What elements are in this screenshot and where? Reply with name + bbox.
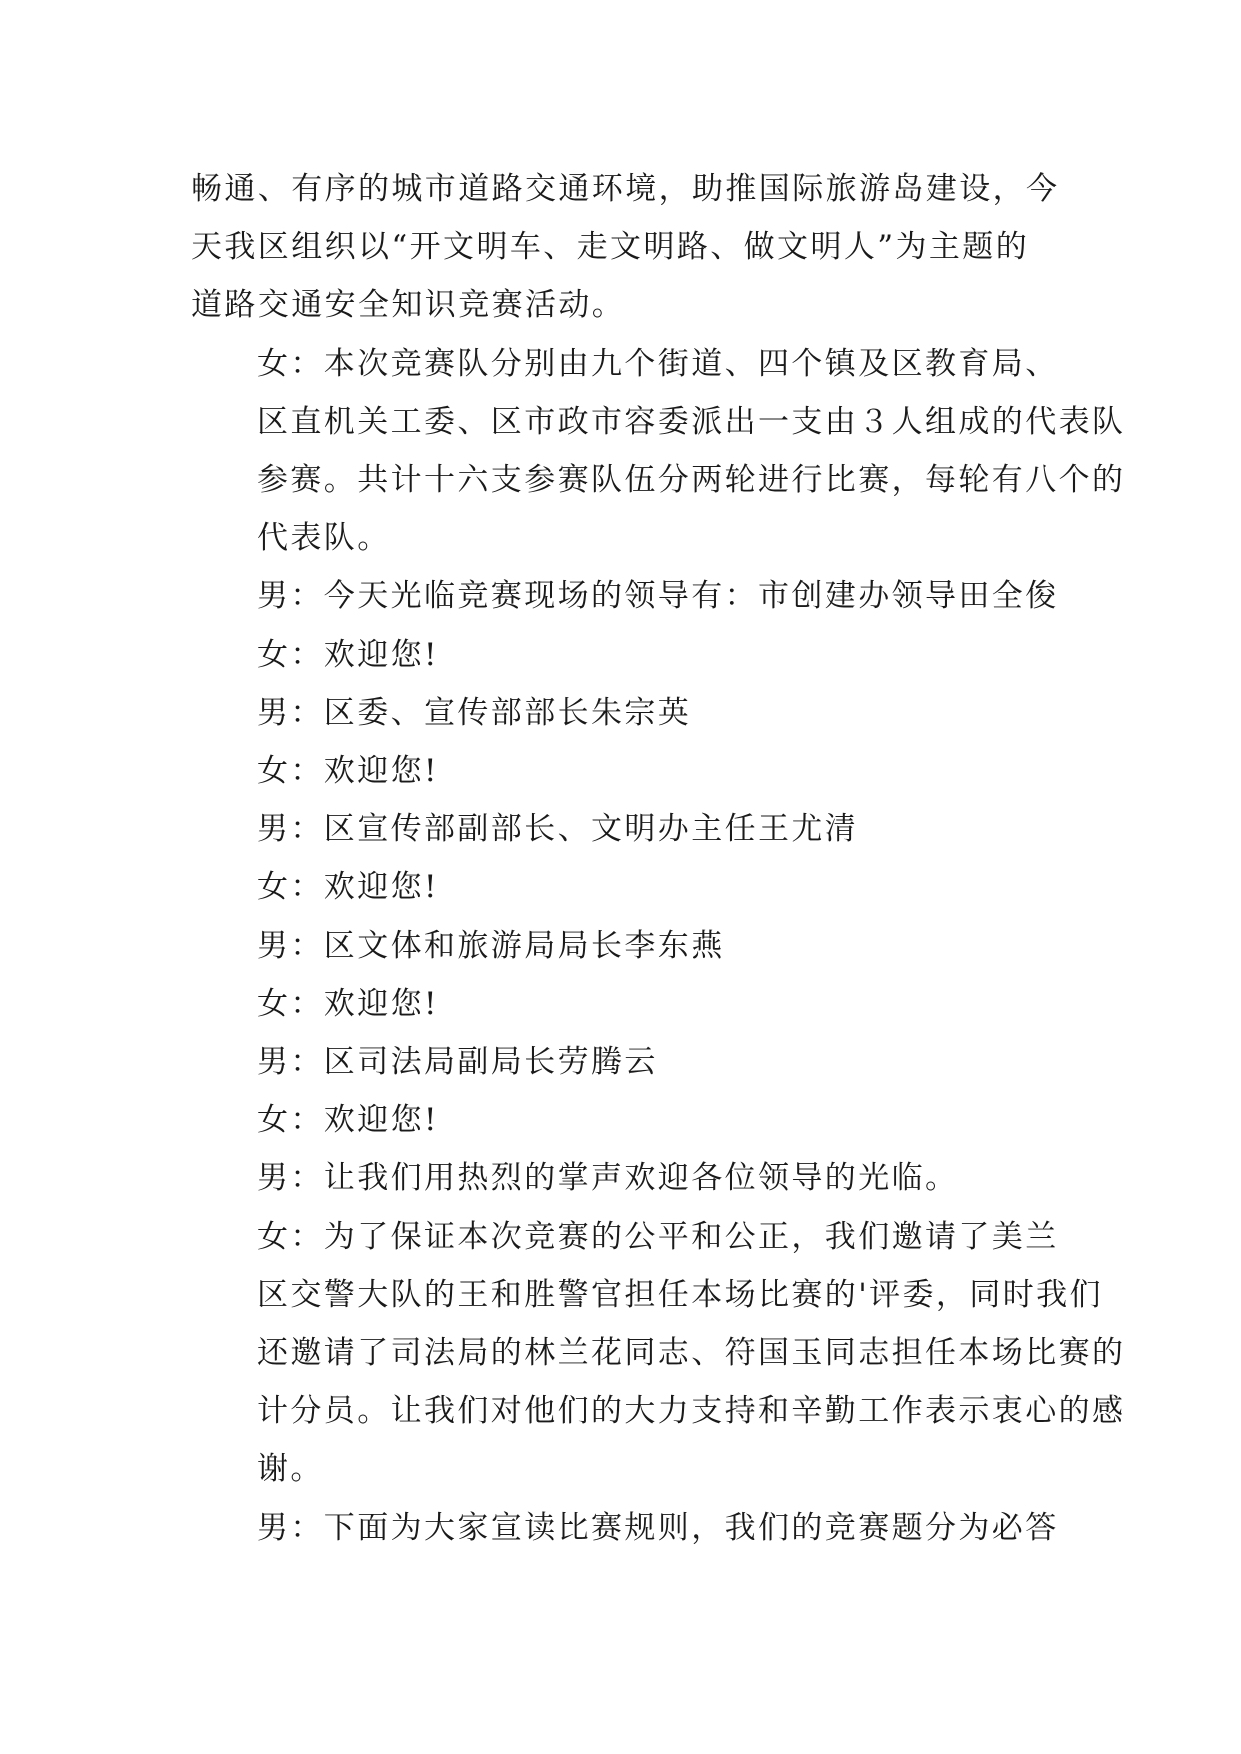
text-line: 畅通、有序的城市道路交通环境，助推国际旅游岛建设，今 [191,171,1060,207]
text-line: 男：下面为大家宣读比赛规则，我们的竞赛题分为必答 [257,1509,1059,1546]
text-line: 参赛。共计十六支参赛队伍分两轮进行比赛，每轮有八个的 [257,462,1126,499]
paragraph [191,160,1061,335]
text-line: 区交警大队的王和胜警官担任本场比赛的'评委，同时我们 [257,1276,1103,1313]
text-line: 男：区委、宣传部部长朱宗英 [257,694,692,731]
paragraph [191,1499,1061,1557]
text-line: 女：欢迎您! [257,1102,439,1139]
paragraph [191,1033,1061,1091]
text-line: 女：欢迎您! [257,985,439,1022]
text-line: 谢。 [257,1451,324,1488]
text-line: 女：本次竞赛队分别由九个街道、四个镇及区教育局、 [257,345,1059,382]
text-line: 男：区司法局副局长劳腾云 [257,1044,658,1081]
paragraph [191,1208,1126,1499]
paragraph [191,1091,1061,1149]
text-line: 道路交通安全知识竞赛活动。 [191,287,626,324]
paragraph [191,1149,1061,1207]
text-line: 女：欢迎您! [257,869,439,906]
paragraph [191,975,1061,1033]
paragraph [191,742,1061,800]
text-line: 天我区组织以“开文明车、走文明路、做文明人”为主题的 [191,229,1030,266]
text-line: 还邀请了司法局的林兰花同志、符国玉同志担任本场比赛的 [257,1335,1126,1372]
text-line: 男：区文体和旅游局局长李东燕 [257,927,725,964]
text-line: 女：欢迎您! [257,753,439,790]
text-line: 计分员。让我们对他们的大力支持和辛勤工作表示衷心的感 [257,1393,1126,1430]
paragraph [191,567,1061,625]
paragraph [191,684,1061,742]
text-line: 女：为了保证本次竞赛的公平和公正，我们邀请了美兰 [257,1218,1059,1255]
text-line: 代表队。 [257,520,391,557]
text-line: 男：今天光临竞赛现场的领导有：市创建办领导田全俊 [257,578,1059,615]
text-line: 男：区宣传部副部长、文明办主任王尤清 [257,811,859,848]
paragraph [191,858,1061,916]
paragraph [191,800,1061,858]
paragraph [191,335,1126,568]
text-line: 女：欢迎您! [257,636,439,673]
paragraph [191,626,1061,684]
text-line: 男：让我们用热烈的掌声欢迎各位领导的光临。 [257,1160,959,1197]
text-line: 区直机关工委、区市政市容委派出一支由３人组成的代表队 [257,403,1126,440]
document-body [191,160,1126,1557]
paragraph [191,917,1061,975]
